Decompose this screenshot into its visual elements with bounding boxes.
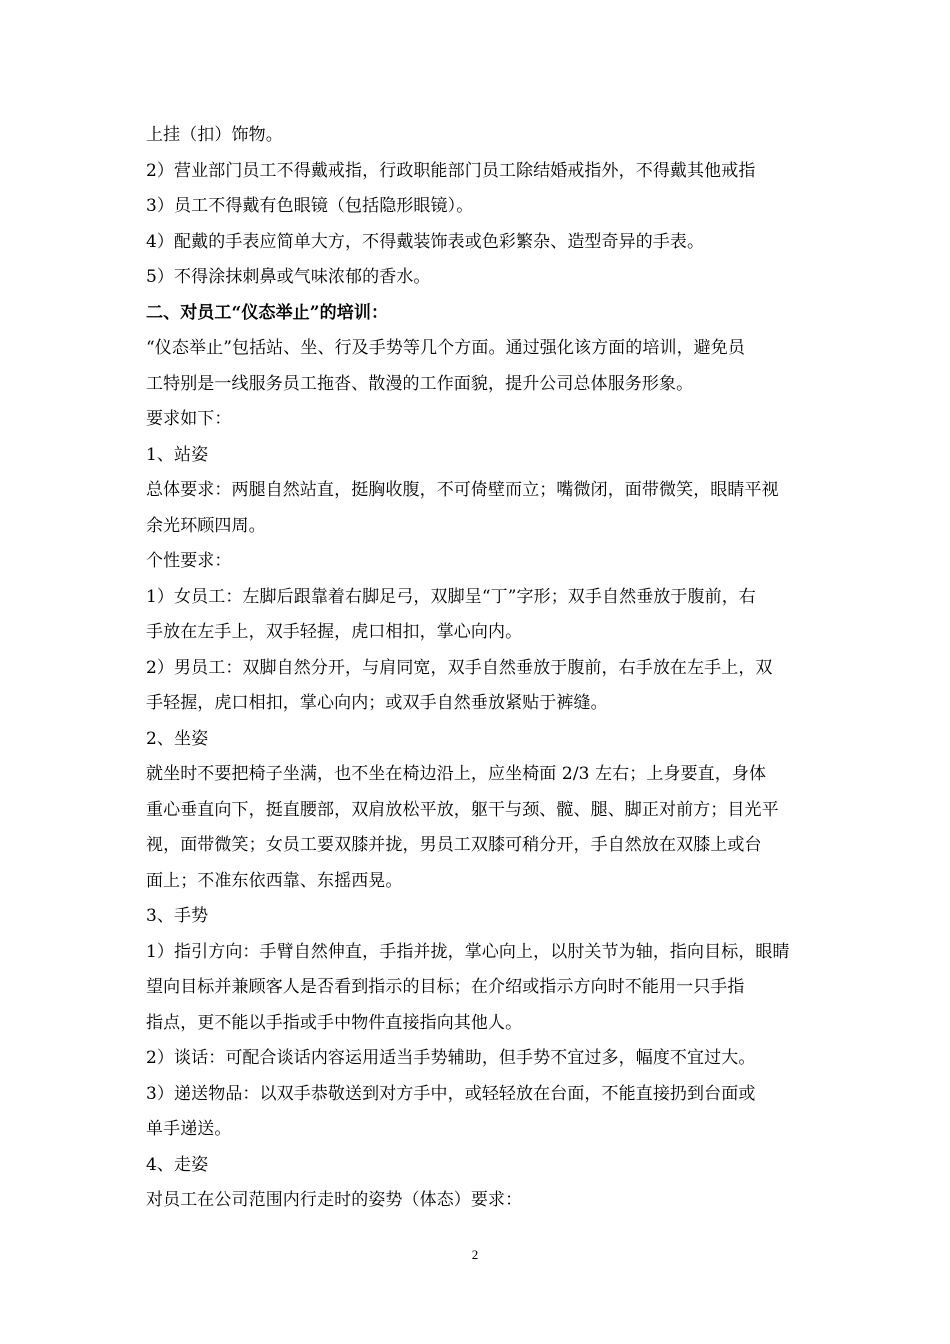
paragraph-line: 5）不得涂抹刺鼻或气味浓郁的香水。 [146, 267, 431, 287]
paragraph-line: 上挂（扣）饰物。 [146, 125, 283, 145]
document-body [146, 118, 814, 1219]
paragraph-line: 指点，更不能以手指或手中物件直接指向其他人。 [146, 1012, 523, 1033]
paragraph-line: 3）员工不得戴有色眼镜（包括隐形眼镜）。 [146, 196, 474, 216]
subsection-heading: 4、走姿 [146, 1154, 209, 1175]
subsection-heading: 1、站姿 [146, 444, 209, 465]
paragraph-line: 对员工在公司范围内行走时的姿势（体态）要求： [146, 1190, 523, 1210]
paragraph-line: 1）女员工：左脚后跟靠着右脚足弓，双脚呈“丁”字形；双手自然垂放于腹前，右 [146, 586, 756, 607]
paragraph-line: 面上；不准东依西靠、东摇西晃。 [146, 870, 403, 891]
page-number: 2 [471, 1247, 479, 1262]
paragraph-line: 要求如下： [146, 409, 232, 429]
paragraph-line: 2）营业部门员工不得戴戒指，行政职能部门员工除结婚戒指外，不得戴其他戒指 [146, 160, 756, 181]
paragraph-line: 手轻握，虎口相扣，掌心向内；或双手自然垂放紧贴于裤缝。 [146, 693, 608, 713]
paragraph-line: 总体要求：两腿自然站直，挺胸收腹，不可倚壁而立；嘴微闭，面带微笑，眼睛平视 [146, 480, 779, 500]
paragraph-line: “仪态举止”包括站、坐、行及手势等几个方面。通过强化该方面的培训，避免员 [146, 338, 745, 358]
paragraph-line: 1）指引方向：手臂自然伸直，手指并拢，掌心向上，以肘关节为轴，指向目标，眼睛 [146, 941, 790, 962]
paragraph-line: 视，面带微笑；女员工要双膝并拢，男员工双膝可稍分开，手自然放在双膝上或台 [146, 835, 762, 855]
paragraph-line: 重心垂直向下，挺直腰部，双肩放松平放，躯干与颈、髋、腿、脚正对前方；目光平 [146, 799, 779, 820]
paragraph-line: 手放在左手上，双手轻握，虎口相扣，掌心向内。 [146, 622, 523, 642]
paragraph-line: 工特别是一线服务员工拖沓、散漫的工作面貌，提升公司总体服务形象。 [146, 373, 694, 394]
paragraph-line: 余光环顾四周。 [146, 515, 266, 536]
section-heading: 二、对员工“仪态举止”的培训： [146, 302, 389, 323]
paragraph-line: 个性要求： [146, 551, 232, 571]
subsection-heading: 2、坐姿 [146, 728, 209, 749]
paragraph-line: 2）谈话：可配合谈话内容运用适当手势辅助，但手势不宜过多，幅度不宜过大。 [146, 1048, 756, 1068]
paragraph-line: 就坐时不要把椅子坐满，也不坐在椅边沿上，应坐椅面 2/3 左右；上身要直，身体 [146, 764, 767, 784]
paragraph-line: 望向目标并兼顾客人是否看到指示的目标；在介绍或指示方向时不能用一只手指 [146, 977, 745, 997]
paragraph-line: 2）男员工：双脚自然分开，与肩同宽，双手自然垂放于腹前，右手放在左手上，双 [146, 657, 773, 678]
paragraph-line: 3）递送物品：以双手恭敬送到对方手中，或轻轻放在台面，不能直接扔到台面或 [146, 1083, 756, 1104]
paragraph-line: 4）配戴的手表应简单大方，不得戴装饰表或色彩繁杂、造型奇异的手表。 [146, 231, 705, 252]
subsection-heading: 3、手势 [146, 906, 209, 926]
paragraph-line: 单手递送。 [146, 1119, 232, 1139]
